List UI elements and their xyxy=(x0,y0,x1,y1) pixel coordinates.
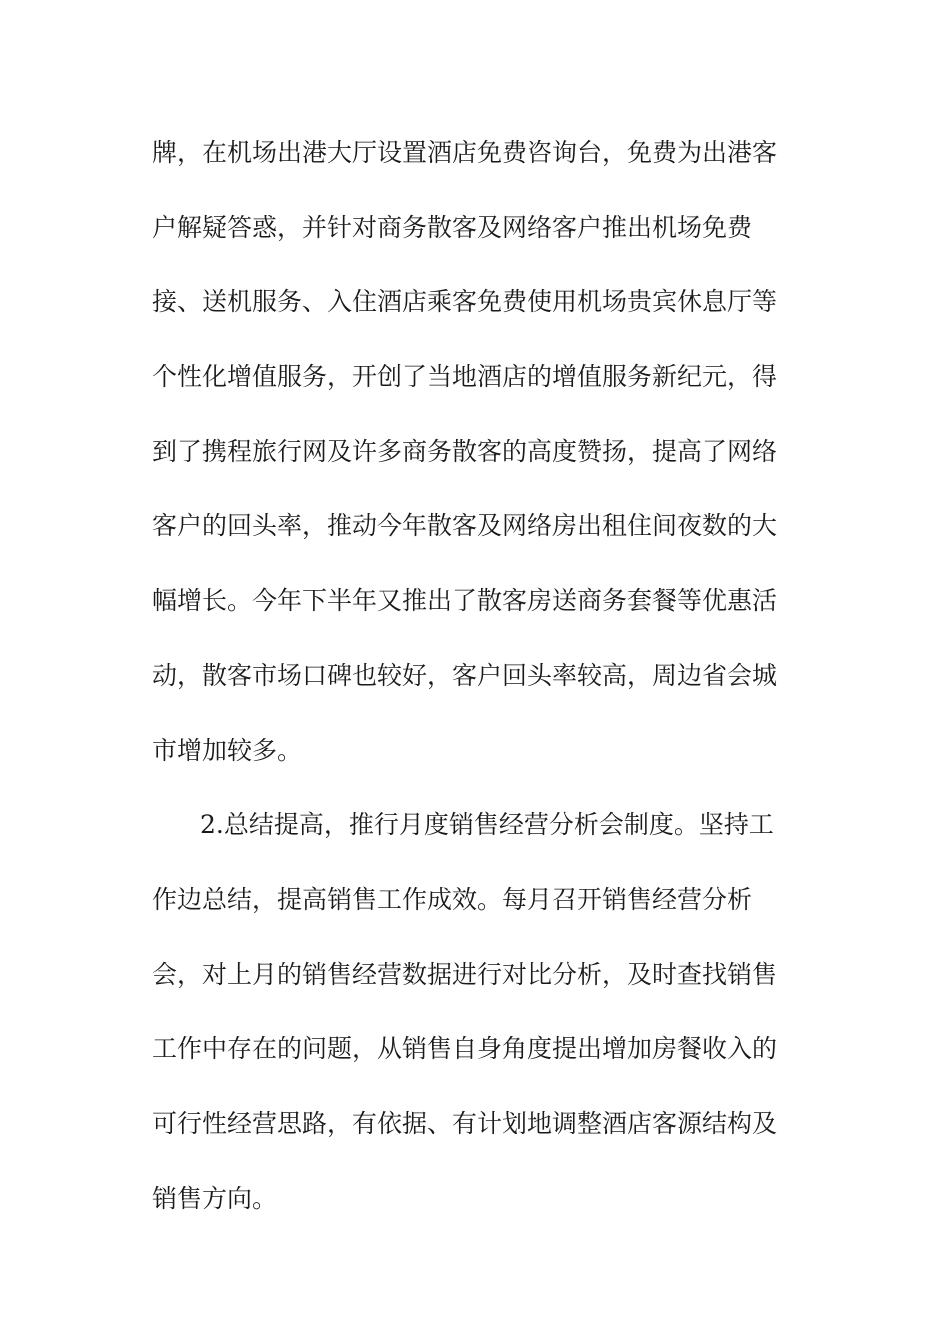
text-line: 工作中存在的问题，从销售自身角度提出增加房餐收入的 xyxy=(152,1034,778,1064)
text-line: 作边总结，提高销售工作成效。每月召开销售经营分析 xyxy=(152,884,753,914)
document-body xyxy=(152,128,802,1248)
text-line: 接、送机服务、入住酒店乘客免费使用机场贵宾休息厅等 xyxy=(152,287,778,317)
text-line: 动，散客市场口碑也较好，客户回头率较高，周边省会城 xyxy=(152,660,778,690)
text-line: 客户的回头率，推动今年散客及网络房出租住间夜数的大 xyxy=(152,511,778,541)
paragraph-start-line: 2.总结提高，推行月度销售经营分析会制度。坚持工 xyxy=(200,810,774,840)
text-line: 户解疑答惑，并针对商务散客及网络客户推出机场免费 xyxy=(152,212,753,242)
text-line: 个性化增值服务，开创了当地酒店的增值服务新纪元，得 xyxy=(152,362,778,392)
text-line: 可行性经营思路，有依据、有计划地调整酒店客源结构及 xyxy=(152,1108,778,1138)
text-line: 会，对上月的销售经营数据进行对比分析，及时查找销售 xyxy=(152,959,778,989)
text-line: 到了携程旅行网及许多商务散客的高度赞扬，提高了网络 xyxy=(152,436,778,466)
text-line: 幅增长。今年下半年又推出了散客房送商务套餐等优惠活 xyxy=(152,586,778,616)
text-line: 销售方向。 xyxy=(152,1183,278,1213)
text-line: 牌，在机场出港大厅设置酒店免费咨询台，免费为出港客 xyxy=(152,138,778,167)
text-line: 市增加较多。 xyxy=(152,735,303,765)
